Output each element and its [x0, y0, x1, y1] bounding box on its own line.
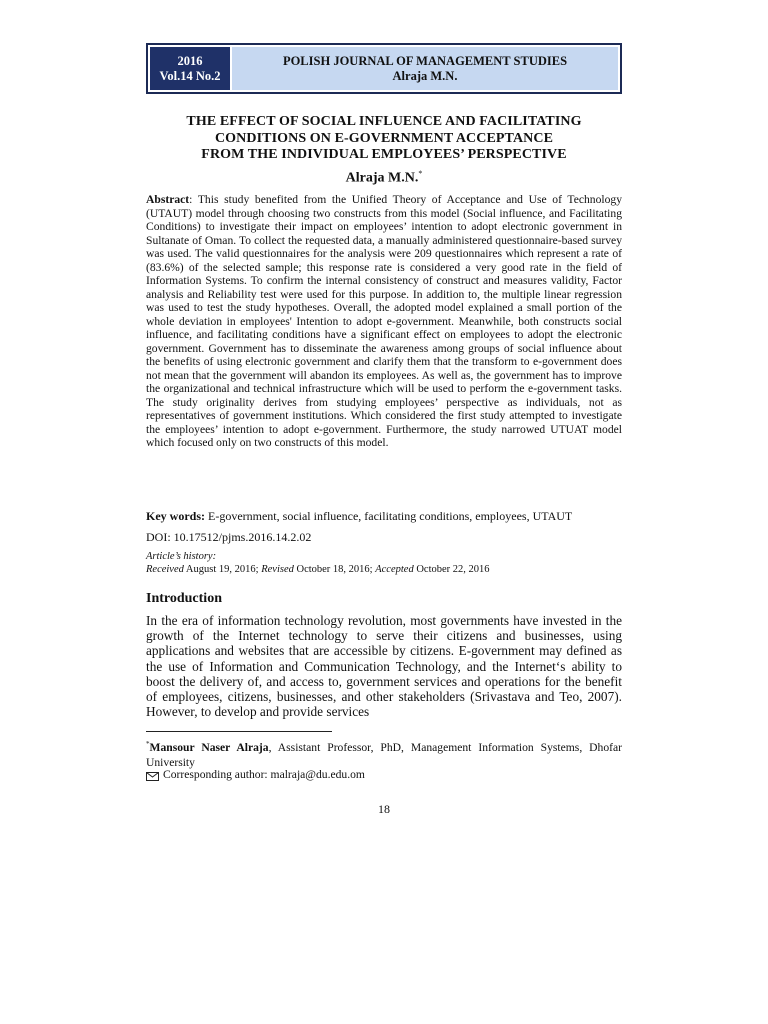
author-footnote-mark: * — [418, 169, 423, 178]
journal-info — [232, 47, 618, 90]
footnote-text: , Assistant Professor, PhD, Management Information Systems, Dhofar University — [146, 740, 622, 769]
received-label: Received — [146, 564, 184, 575]
title-line: FROM THE INDIVIDUAL EMPLOYEES’ PERSPECTIVE — [201, 147, 567, 162]
paper-title — [146, 114, 622, 164]
doi: DOI: 10.17512/pjms.2016.14.2.02 — [146, 530, 312, 544]
revised-label: Revised — [261, 564, 294, 575]
abstract-text: : This study benefited from the Unified Theory of Acceptance and Use of Technology (UTAUT) model through choosing two constructs from this model (Social influence, and Facilitating Conditions) to investigate their impact on employees’ intention to adopt electronic government in Sultanate of Oman. To collect the requested data, a manually administered questionnaire-based survey was used. The valid questionnaires for the analysis were 209 questionnaires which represent a rate of (83.6%) of the selected sample; this response rate is considered a very good rate in the field of Information Systems. To confirm the internal consistency of construct and measures validity, Factor analysis and Reliability test were used for this purpose. In addition to, the multiple linear regression was used to test the study hypotheses. Overall, the adopted model explained a small portion of the whole deviation in employees' Intention to adopt e-government. Meanwhile, both constructs social influence, and facilitating conditions have a significant effect on employees to adopt the electronic government. Government has to disseminate the awareness among groups of social influence about the benefits of using electronic government and clarify them that the transform to e-government does not mean that the government will abandon its employees. As well as, the government has to improve the organizational and technical infrastructure which will be used to perform the e-government tasks. The study originality derives from studying employees’ perspective as individuals, not as representatives of government institutions. Which considered the first study attempted to investigate the employees’ intention to adopt e-government. Furthermore, the study narrowed UTUAT model which focused only on two constructs of this model. — [146, 193, 622, 449]
abstract-label: Abstract — [146, 193, 190, 206]
footnote-mark: * — [146, 740, 150, 748]
accepted-label: Accepted — [375, 564, 414, 575]
title-line: CONDITIONS ON E-GOVERNMENT ACCEPTANCE — [214, 130, 554, 146]
footnote — [146, 737, 622, 770]
accepted-date: October 22, 2016 — [413, 564, 490, 575]
introduction-text: In the era of information technology revolution, most governments have invested in the growth of the Internet technology to serve their citizens and businesses, using applications and websites that are accessible by citizens. E-government may defined as the use of Information and Communication Technology, and the Internet‘s ability to boost the delivery of, and access to, government services and operations for the benefit of employees, citizens, businesses, and other stakeholders (Srivastava and Teo, 2007). However, to develop and provide services — [146, 613, 622, 720]
corresponding-author — [146, 768, 622, 782]
issue-info — [150, 47, 230, 90]
keywords-text: E-government, social influence, facilitating conditions, employees, UTAUT — [205, 509, 573, 523]
article-history — [146, 550, 622, 576]
footnote-divider — [146, 731, 332, 732]
history-label: Article’s history: — [146, 551, 217, 562]
journal-header — [146, 43, 622, 94]
page-number: 18 — [378, 802, 390, 816]
revised-date: October 18, 2016; — [293, 564, 376, 575]
corresponding-text: Corresponding author: malraja@du.edu.om — [163, 768, 365, 781]
keywords — [146, 509, 622, 523]
title-line: THE EFFECT OF SOCIAL INFLUENCE AND FACILITATING — [186, 114, 582, 129]
journal-name: POLISH JOURNAL OF MANAGEMENT STUDIES — [282, 53, 568, 68]
abstract — [146, 193, 622, 450]
issue-volume: Vol.14 No.2 — [159, 68, 221, 83]
footnote-author-name: Mansour Naser Alraja — [149, 740, 269, 754]
issue-year: 2016 — [177, 53, 203, 68]
received-date: August 19, 2016; — [183, 564, 262, 575]
history-dates — [146, 563, 622, 576]
author-name: Alraja M.N. — [345, 170, 419, 186]
running-author: Alraja M.N. — [392, 68, 458, 83]
author-line — [146, 169, 622, 187]
envelope-icon — [146, 771, 159, 780]
introduction-heading: Introduction — [146, 591, 222, 606]
keywords-label: Key words: — [146, 509, 205, 523]
